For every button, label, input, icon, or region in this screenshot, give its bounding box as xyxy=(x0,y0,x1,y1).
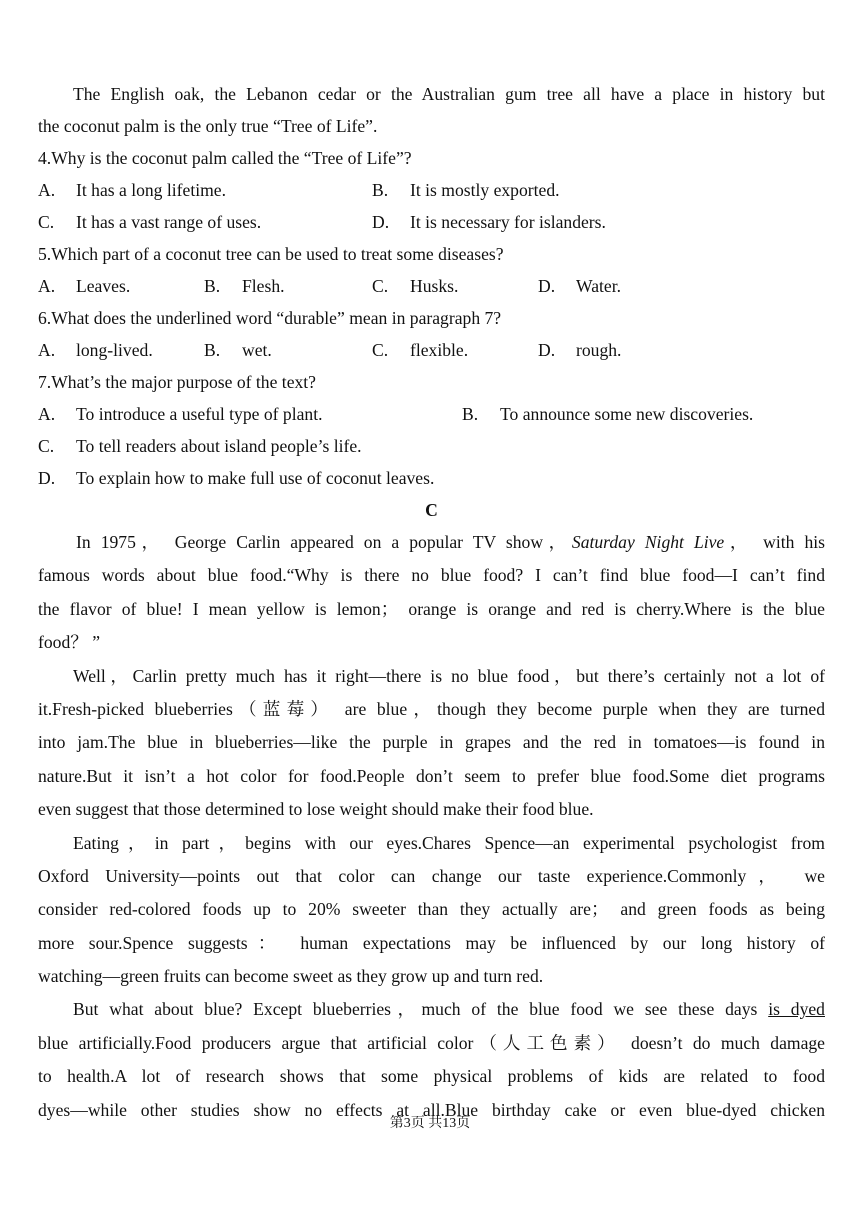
option-d[interactable]: D. rough. xyxy=(538,340,622,360)
passage-p4-line-1: But what about blue? Except blueberries，much of the blue food we see these days is dyed xyxy=(73,999,825,1020)
passage-p1-line-2: famous words about blue food.“Why is there no blue food? I can’t find blue food—I can’t find xyxy=(38,565,825,586)
page-content xyxy=(38,78,825,1127)
question-5-options xyxy=(38,270,825,302)
option-c[interactable]: C. flexible. xyxy=(372,340,469,360)
option-b[interactable]: B. To announce some new discoveries. xyxy=(462,404,754,424)
passage-p2-line-2: it.Fresh-picked blueberries（蓝莓） are blue，though they become purple when they are turned xyxy=(38,698,825,719)
question-7-options-row-3 xyxy=(38,462,825,494)
passage-p2-line-5: even suggest that those determined to lose weight should make their food blue. xyxy=(38,799,594,820)
question-4-options-row-2 xyxy=(38,206,825,238)
option-d[interactable]: D. It is necessary for islanders. xyxy=(372,212,606,232)
option-a[interactable]: A. Leaves. xyxy=(38,276,131,296)
question-4-options-row-1 xyxy=(38,174,825,206)
question-7-options-row-1 xyxy=(38,398,825,430)
question-7: 7.What’s the major purpose of the text? xyxy=(38,372,316,392)
passage-p3-line-2: Oxford University—points out that color can change our taste experience.Commonly， we xyxy=(38,865,825,886)
show-title: Saturday Night Live xyxy=(571,532,725,552)
section-heading-c: C xyxy=(425,500,438,520)
passage-p2-line-1: Well，Carlin pretty much has it right—there is no blue food，but there’s certainly not a lot of xyxy=(73,665,825,686)
passage-p2-line-3: into jam.The blue in blueberries—like the purple in grapes and the red in tomatoes—is found in xyxy=(38,732,825,753)
question-6: 6.What does the underlined word “durable” mean in paragraph 7? xyxy=(38,308,502,328)
option-c[interactable]: C. To tell readers about island people’s life. xyxy=(38,436,362,456)
option-a[interactable]: A. long-lived. xyxy=(38,340,153,360)
question-7-options-row-2 xyxy=(38,430,825,462)
passage-p3-line-3: consider red-colored foods up to 20% sweeter than they actually are； and green foods as being xyxy=(38,899,825,920)
page-number-footer: 第3页 共13页 xyxy=(389,1116,471,1131)
passage-p1-line-4: food？ ” xyxy=(38,632,101,653)
question-6-options xyxy=(38,334,825,366)
question-5: 5.Which part of a coconut tree can be used to treat some diseases? xyxy=(38,244,504,264)
option-a[interactable]: A. It has a long lifetime. xyxy=(38,180,226,200)
intro-line-2: the coconut palm is the only true “Tree of Life”. xyxy=(38,116,378,136)
option-b[interactable]: B. It is mostly exported. xyxy=(372,180,560,200)
passage-p3-line-4: more sour.Spence suggests： human expectations may be influenced by our long history of xyxy=(38,932,825,953)
question-4: 4.Why is the coconut palm called the “Tree of Life”? xyxy=(38,148,412,168)
option-d[interactable]: D. Water. xyxy=(538,276,621,296)
passage-p4-line-4: dyes—while other studies show no effects at all.Blue birthday cake or even blue-dyed chicken xyxy=(38,1099,825,1120)
underlined-phrase: is dyed xyxy=(768,999,825,1020)
option-c[interactable]: C. Husks. xyxy=(372,276,459,296)
passage-p3-line-5: watching—green fruits can become sweet as they grow up and turn red. xyxy=(38,966,544,987)
passage-p1-line-1: In 1975， George Carlin appeared on a popular TV show，Saturday Night Live， with his xyxy=(76,532,825,552)
intro-line-1: The English oak, the Lebanon cedar or the Australian gum tree all have a place in history but xyxy=(73,84,825,104)
passage-p2-line-4: nature.But it isn’t a hot color for food.People don’t seem to prefer blue food.Some diet programs xyxy=(38,765,825,786)
passage-p1-line-3: the flavor of blue! I mean yellow is lemon； orange is orange and red is cherry.Where is the blue xyxy=(38,598,825,619)
passage-p4-line-3: to health.A lot of research shows that some physical problems of kids are related to food xyxy=(38,1066,825,1087)
option-b[interactable]: B. Flesh. xyxy=(204,276,285,296)
option-a[interactable]: A. To introduce a useful type of plant. xyxy=(38,404,323,424)
option-d[interactable]: D. To explain how to make full use of coconut leaves. xyxy=(38,468,435,488)
passage-p4-line-2: blue artificially.Food producers argue that artificial color（人工色素） doesn’t do much damage xyxy=(38,1032,825,1053)
option-c[interactable]: C. It has a vast range of uses. xyxy=(38,212,262,232)
passage-p3-line-1: Eating，in part，begins with our eyes.Chares Spence—an experimental psychologist from xyxy=(73,832,825,853)
option-b[interactable]: B. wet. xyxy=(204,340,272,360)
